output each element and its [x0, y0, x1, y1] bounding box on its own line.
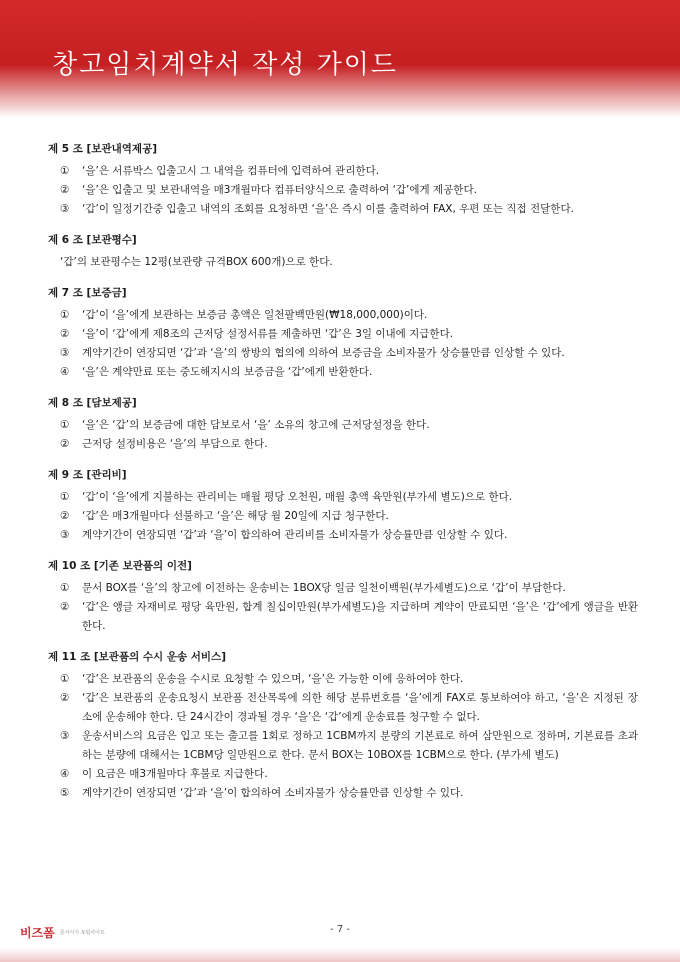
article-title: 제 5 조 [보관내역제공] [48, 143, 158, 155]
clause-text: ‘을’은 ‘갑’의 보증금에 대한 담보로서 ‘을’ 소유의 창고에 근저당설정을 한다. [82, 419, 430, 431]
clause-item [48, 507, 638, 526]
clause-text: ‘갑’은 보관품의 운송요청시 보관품 전산목록에 의한 해당 분류번호를 ‘을’에게 FAX로 통보하여야 하고, ‘을’은 지정된 장소에 운송해야 한다. 단 24시간이 경과될 경우 ‘을’은 ‘갑’에게 운송료를 청구할 수 없다. [82, 692, 638, 723]
article-text: ‘갑’의 보관평수는 12평(보관량 규격BOX 600개)으로 한다. [60, 256, 333, 268]
clause-item [48, 598, 638, 636]
clause-number: ① [60, 491, 70, 503]
clause-item [48, 670, 638, 689]
article-section [48, 284, 638, 382]
clause-item [48, 579, 638, 598]
article-title: 제 11 조 [보관품의 수시 운송 서비스] [48, 651, 227, 663]
clause-text: 근저당 설정비용은 ‘을’의 부담으로 한다. [82, 438, 268, 450]
clause-number: ① [60, 673, 70, 685]
clause-text: 운송서비스의 요금은 입고 또는 출고를 1회로 정하고 1CBM까지 분량의 기본료로 하여 삼만원으로 정하며, 기본료를 초과하는 분량에 대해서는 1CBM당 일만원으로 한다. 문서 BOX는 10BOX를 1CBM으로 한다. (부가세 별도) [82, 730, 638, 761]
bottom-bar [0, 948, 680, 962]
clause-number: ④ [60, 768, 70, 780]
clause-number: ② [60, 601, 70, 613]
clause-number: ① [60, 309, 70, 321]
page-title: 창고임치계약서 작성 가이드 [52, 50, 398, 80]
article-section [48, 466, 638, 545]
clause-number: ⑤ [60, 787, 70, 799]
clause-number: ① [60, 165, 70, 177]
clause-number: ④ [60, 366, 70, 378]
clause-text: ‘갑’이 일정기간중 입출고 내역의 조회를 요청하면 ‘을’은 즉시 이를 출력하여 FAX, 우편 또는 직접 전달한다. [82, 203, 574, 215]
clause-number: ③ [60, 730, 70, 742]
clause-number: ③ [60, 203, 70, 215]
clause-item [48, 689, 638, 727]
article-section [48, 140, 638, 219]
article-section [48, 394, 638, 454]
article-section [48, 557, 638, 636]
clause-item [48, 416, 638, 435]
clause-text: ‘갑’이 ‘을’에게 보관하는 보증금 총액은 일천팔백만원(₩18,000,000)이다. [82, 309, 428, 321]
clause-number: ② [60, 184, 70, 196]
clause-text: ‘을’은 계약만료 또는 중도해지시의 보증금을 ‘갑’에게 반환한다. [82, 366, 373, 378]
clause-text: 이 요금은 매3개월마다 후불로 지급한다. [82, 768, 268, 780]
clause-number: ① [60, 582, 70, 594]
clause-item [48, 200, 638, 219]
article-title: 제 7 조 [보증금] [48, 287, 127, 299]
article-section [48, 231, 638, 272]
page-number: - 7 - [330, 924, 350, 935]
clause-text: ‘갑’은 앵글 자재비로 평당 육만원, 합계 칠십이만원(부가세별도)을 지급하며 계약이 만료되면 ‘을’은 ‘갑’에게 앵글을 반환한다. [82, 601, 638, 632]
article-title: 제 8 조 [담보제공] [48, 397, 137, 409]
clause-text: ‘갑’은 매3개월마다 선불하고 ‘을’은 해당 월 20일에 지급 청구한다. [82, 510, 389, 522]
clause-number: ③ [60, 529, 70, 541]
clause-item [48, 344, 638, 363]
logo-text: 비즈폼 [20, 926, 55, 940]
clause-item [48, 488, 638, 507]
clause-number: ③ [60, 347, 70, 359]
document-body [48, 140, 638, 815]
clause-item [48, 363, 638, 382]
clause-text: ‘을’이 ‘갑’에게 제8조의 근저당 설정서류를 제출하면 ‘갑’은 3일 이내에 지급한다. [82, 328, 454, 340]
article-section [48, 648, 638, 803]
clause-text: 계약기간이 연장되면 ‘갑’과 ‘을’이 합의하여 관리비를 소비자물가 상승률만큼 인상할 수 있다. [82, 529, 508, 541]
clause-text: 계약기간이 연장되면 ‘갑’과 ‘을’이 합의하여 소비자물가 상승률만큼 인상할 수 있다. [82, 787, 464, 799]
clause-text: ‘갑’이 ‘을’에게 지불하는 관리비는 매월 평당 오천원, 매월 총액 육만원(부가세 별도)으로 한다. [82, 491, 513, 503]
logo-subtext: 문서서식 포털사이트 [59, 929, 105, 936]
clause-item [48, 435, 638, 454]
clause-text: ‘을’은 서류박스 입출고시 그 내역을 컴퓨터에 입력하여 관리한다. [82, 165, 380, 177]
clause-item [48, 325, 638, 344]
page-header [0, 0, 680, 118]
clause-number: ② [60, 328, 70, 340]
clause-item [48, 162, 638, 181]
clause-item [48, 727, 638, 765]
article-title: 제 9 조 [관리비] [48, 469, 127, 481]
clause-text: 문서 BOX를 ‘을’의 창고에 이전하는 운송비는 1BOX당 일금 일천이백원(부가세별도)으로 ‘갑’이 부담한다. [82, 582, 566, 594]
clause-item [48, 765, 638, 784]
clause-item [48, 181, 638, 200]
clause-item [48, 784, 638, 803]
clause-item [48, 306, 638, 325]
clause-text: 계약기간이 연장되면 ‘갑’과 ‘을’의 쌍방의 협의에 의하여 보증금을 소비자물가 상승률만큼 인상할 수 있다. [82, 347, 565, 359]
clause-text: ‘을’은 입출고 및 보관내역을 매3개월마다 컴퓨터양식으로 출력하여 ‘갑’에게 제공한다. [82, 184, 477, 196]
clause-number: ① [60, 419, 70, 431]
article-title: 제 10 조 [기존 보관품의 이전] [48, 560, 192, 572]
clause-text: ‘갑’은 보관품의 운송을 수시로 요청할 수 있으며, ‘을’은 가능한 이에 응하여야 한다. [82, 673, 464, 685]
clause-number: ② [60, 438, 70, 450]
clause-item [48, 526, 638, 545]
clause-number: ② [60, 692, 70, 704]
clause-number: ② [60, 510, 70, 522]
article-title: 제 6 조 [보관평수] [48, 234, 137, 246]
